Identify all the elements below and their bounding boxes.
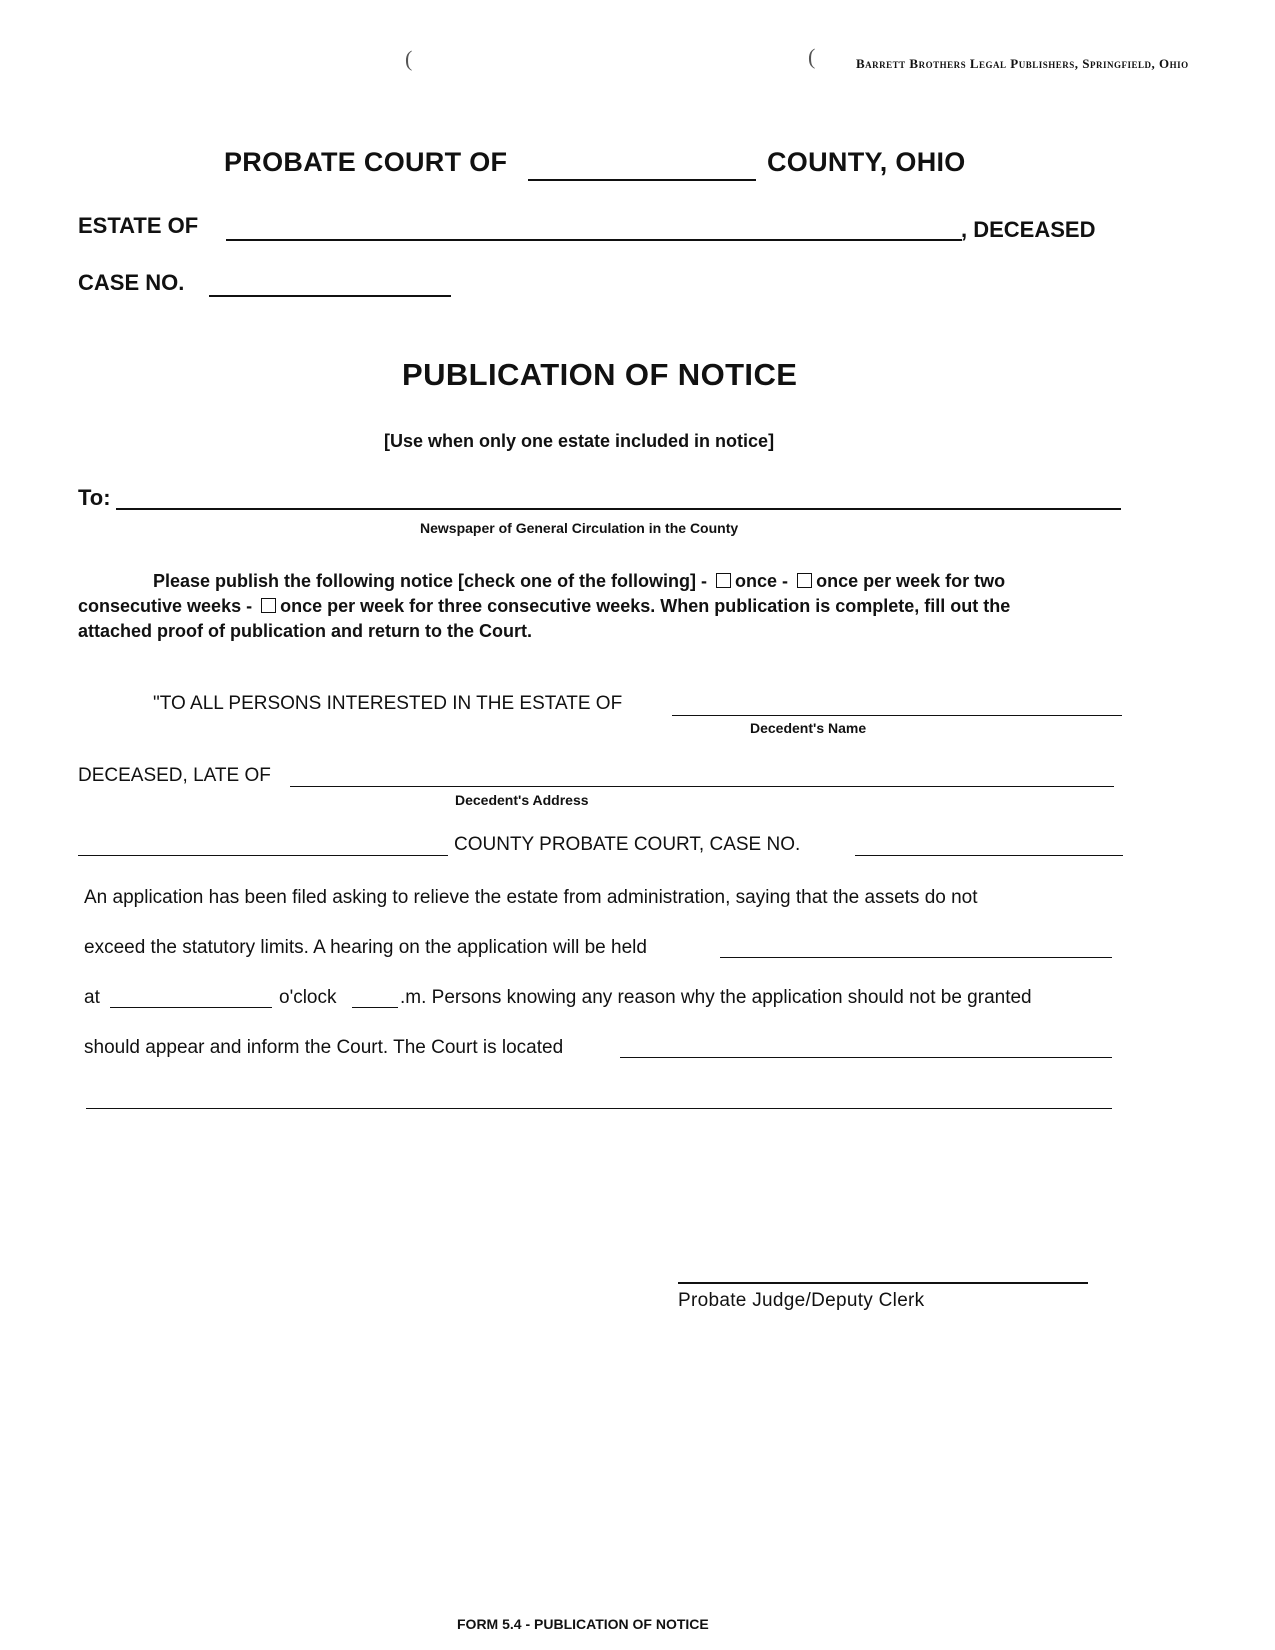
checkbox-two-weeks[interactable] [797,573,812,588]
option-two-weeks-label-cont: consecutive weeks - [78,596,253,616]
instructions-line-2 [78,594,1010,619]
checkbox-three-weeks[interactable] [261,598,276,613]
body-line-3-oclock: o'clock [279,987,337,1008]
notice-interested: "TO ALL PERSONS INTERESTED IN THE ESTATE OF [153,693,623,714]
estate-label: ESTATE OF [78,213,199,238]
county-case-label: COUNTY PROBATE COURT, CASE NO. [454,834,801,855]
decedent-name-caption: Decedent's Name [750,720,867,736]
newspaper-caption: Newspaper of General Circulation in the County [420,520,739,536]
body-line-3-rest: .m. Persons knowing any reason why the application should not be granted [400,987,1032,1008]
deceased-late-of-label: DECEASED, LATE OF [78,765,271,786]
signature-caption: Probate Judge/Deputy Clerk [678,1290,925,1311]
newspaper-field[interactable] [116,508,1121,510]
option-once-label: once - [735,571,789,591]
am-pm-field[interactable] [352,1007,398,1008]
publisher-imprint: Barrett Brothers Legal Publishers, Springfield, Ohio [856,56,1189,71]
case-no-field[interactable] [209,295,451,297]
notice-case-no-field[interactable] [855,855,1123,856]
court-location-field-2[interactable] [86,1108,1112,1109]
body-line-2: exceed the statutory limits. A hearing on the application will be held [84,937,647,958]
hearing-hour-field[interactable] [110,1007,272,1008]
court-suffix: COUNTY, OHIO [767,147,966,177]
estate-name-field[interactable] [226,239,962,241]
body-line-4: should appear and inform the Court. The Court is located [84,1037,564,1058]
case-no-label: CASE NO. [78,270,185,295]
checkbox-once[interactable] [716,573,731,588]
instructions-line-1 [153,569,1005,594]
option-two-weeks-label: once per week for two [816,571,1006,591]
decedent-name-field[interactable] [672,715,1122,716]
scan-mark-right: ( [808,44,816,69]
decedent-address-caption: Decedent's Address [455,792,589,808]
decedent-address-field[interactable] [290,786,1114,787]
signature-line[interactable] [678,1282,1088,1284]
instructions-text-1: Please publish the following notice [check one of the following] - [153,571,708,591]
hearing-date-field[interactable] [720,957,1112,958]
to-label: To: [78,485,111,510]
instructions-line-3: attached proof of publication and return to the Court. [78,621,532,641]
option-three-weeks-label: once per week for three consecutive weeks. When publication is complete, fill out the [280,596,1011,616]
form-footer: FORM 5.4 - PUBLICATION OF NOTICE [457,1616,709,1632]
page-subtitle: [Use when only one estate included in notice] [384,431,775,451]
body-line-1: An application has been filed asking to relieve the estate from administration, saying that the assets do not [84,887,978,908]
deceased-label: , DECEASED [961,217,1096,242]
court-prefix: PROBATE COURT OF [224,147,508,177]
page-title: PUBLICATION OF NOTICE [402,357,798,392]
court-location-field[interactable] [620,1057,1112,1058]
county-name-field[interactable] [528,179,756,181]
scan-mark-left: ( [405,46,413,71]
probate-county-field[interactable] [78,855,448,856]
body-line-3-at: at [84,987,100,1008]
